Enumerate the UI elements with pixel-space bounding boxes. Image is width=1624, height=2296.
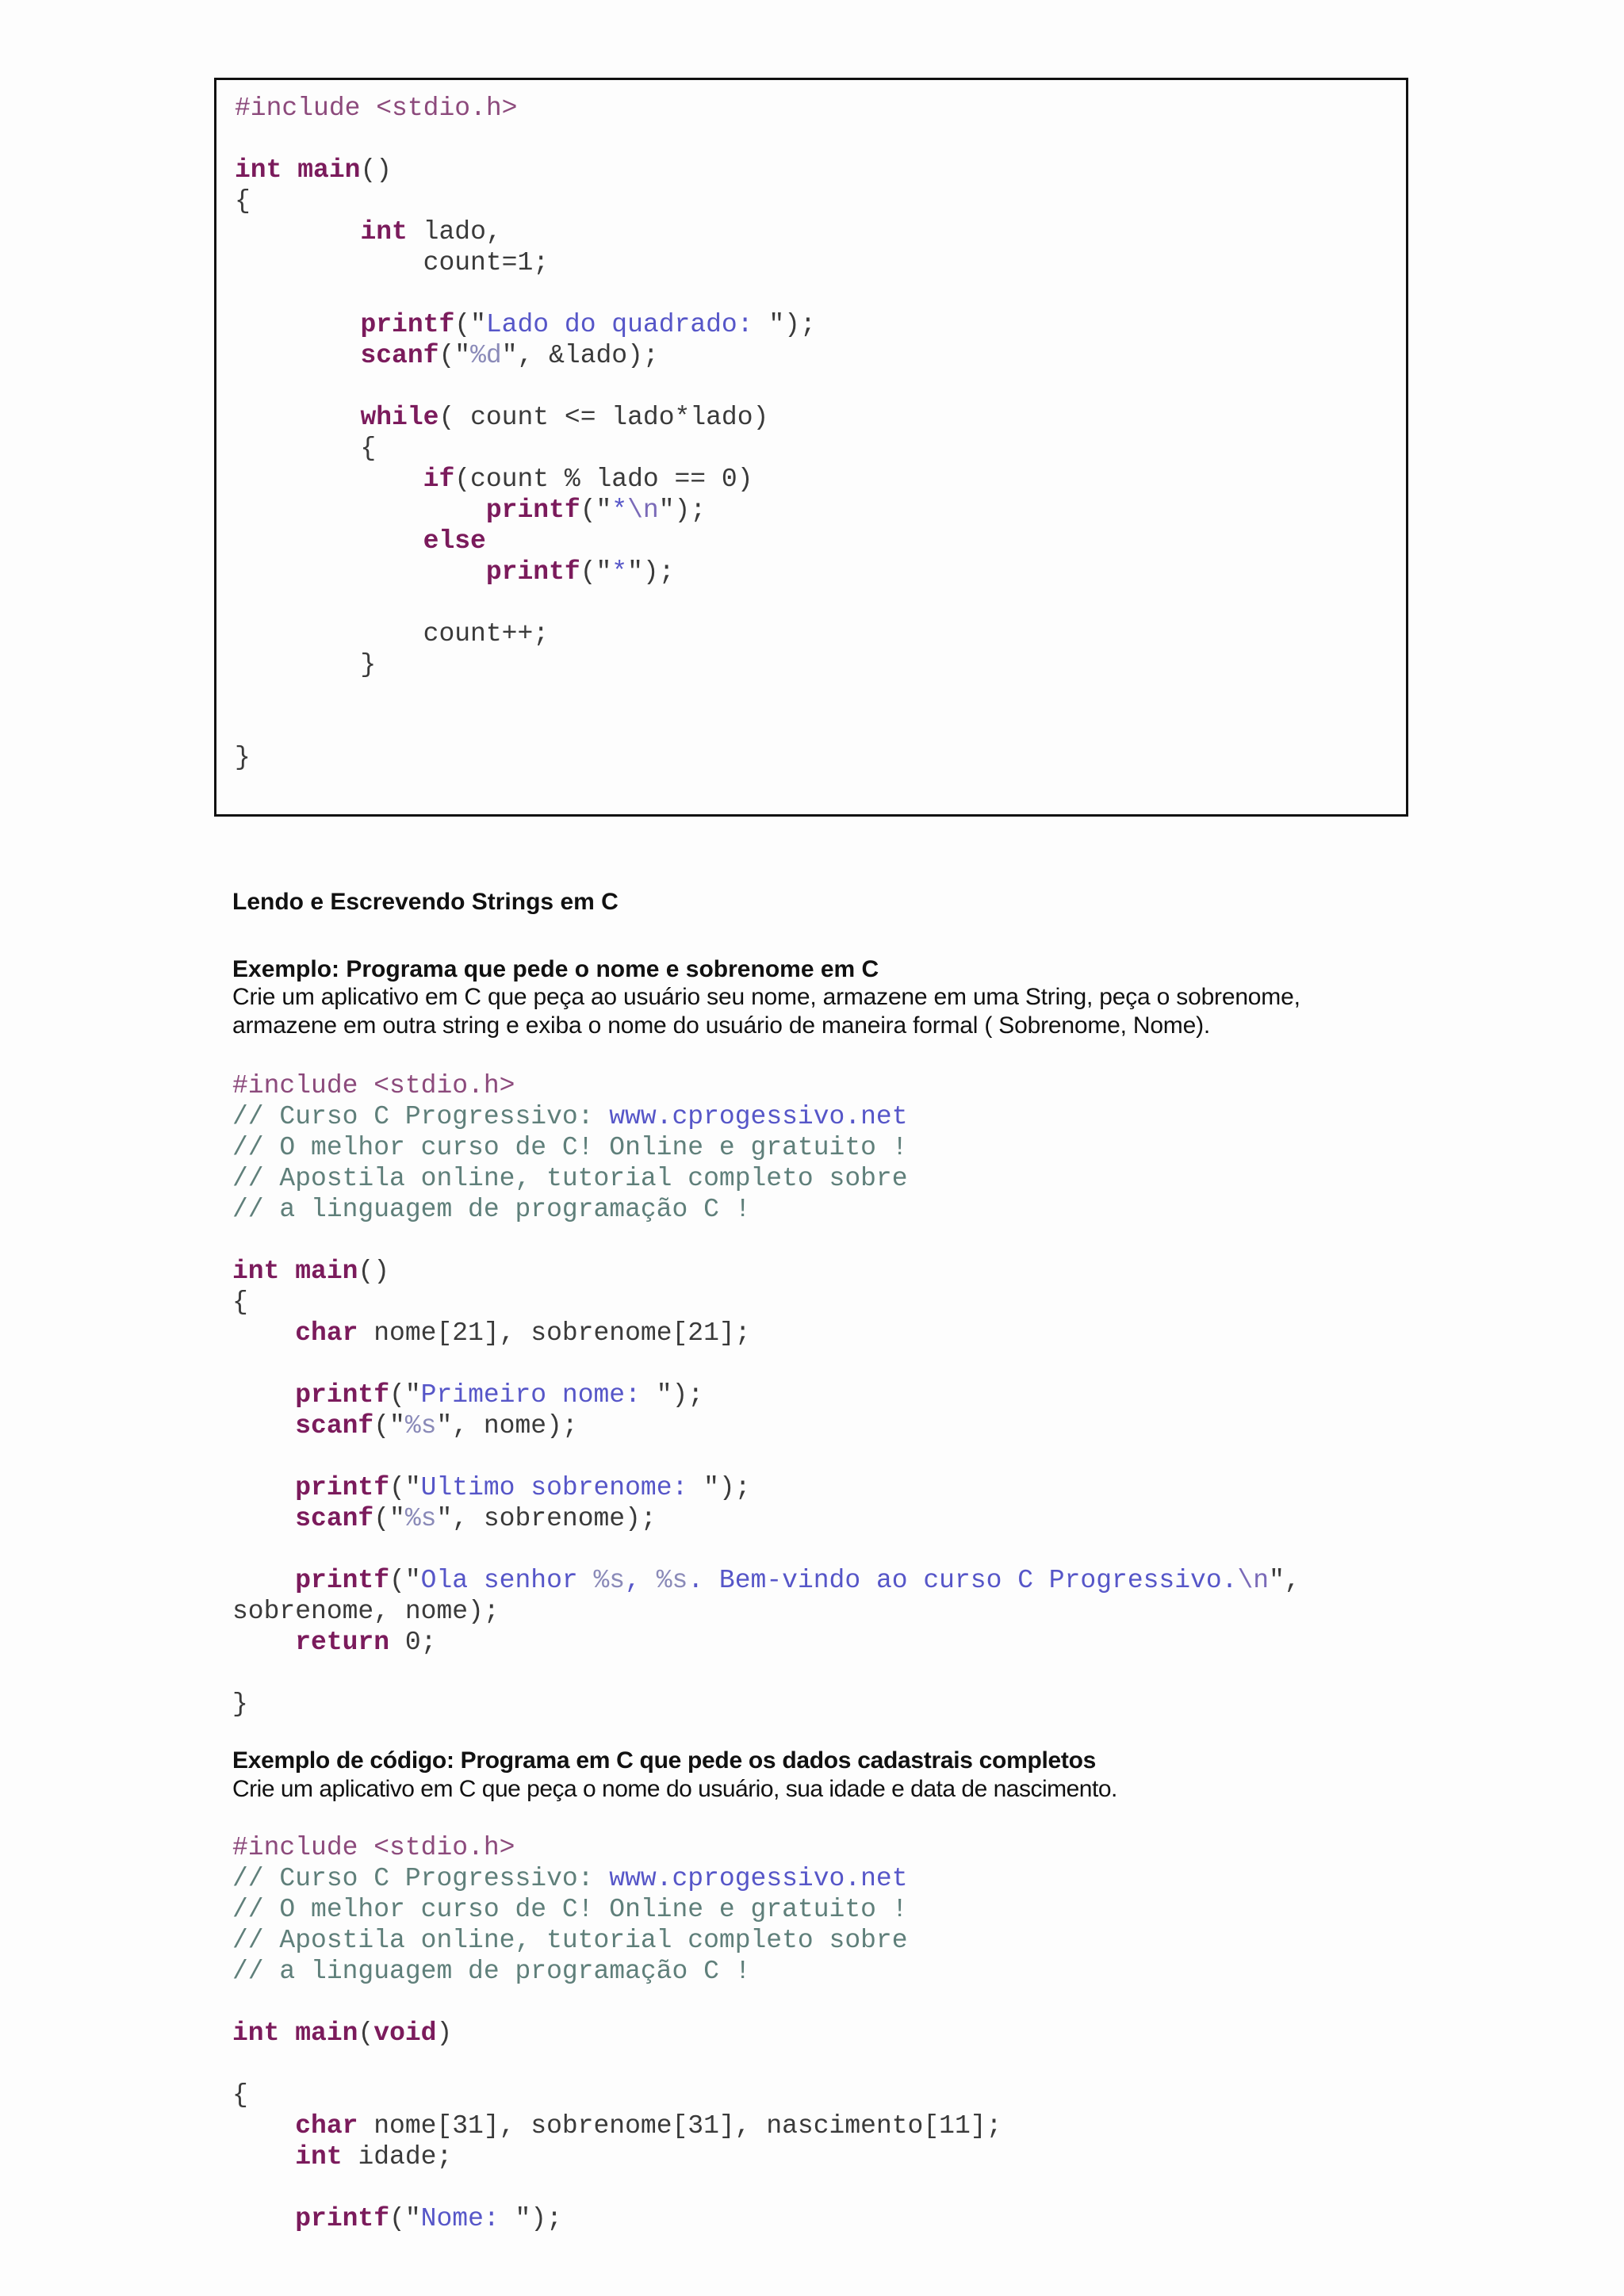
code-token: "); bbox=[656, 1380, 704, 1410]
code-line bbox=[235, 742, 816, 773]
code-line bbox=[235, 495, 816, 526]
code-line bbox=[232, 1380, 1300, 1410]
code-token: 0; bbox=[389, 1628, 437, 1657]
code-token: printf bbox=[295, 1473, 390, 1502]
code-line bbox=[235, 216, 816, 247]
code-line bbox=[232, 1987, 1002, 2018]
code-token: "); bbox=[658, 496, 707, 525]
code-line bbox=[232, 1410, 1300, 1441]
code-token: () bbox=[358, 1257, 390, 1286]
code-token: void bbox=[373, 2019, 437, 2048]
code-token bbox=[282, 155, 297, 185]
code-token: nome[21], sobrenome[21]; bbox=[358, 1318, 751, 1348]
code-line bbox=[232, 1832, 1002, 1863]
code-token: (" bbox=[389, 1566, 421, 1595]
code-token: Primeiro nome: bbox=[420, 1380, 657, 1410]
code-token: int bbox=[235, 155, 282, 185]
code-line bbox=[232, 1287, 1300, 1318]
code-token: (count % lado == 0) bbox=[454, 465, 753, 494]
code-token: { bbox=[232, 2080, 248, 2110]
code-token: int bbox=[295, 2142, 343, 2172]
code-line bbox=[235, 433, 816, 464]
code-token bbox=[235, 526, 423, 556]
code-token: char bbox=[295, 2111, 358, 2141]
code-line bbox=[232, 1256, 1300, 1287]
code-line bbox=[235, 557, 816, 587]
code-token: Nome: bbox=[420, 2204, 515, 2233]
code-token: (" bbox=[373, 1411, 405, 1441]
code-token: (" bbox=[389, 1473, 421, 1502]
code-line bbox=[232, 1956, 1002, 1987]
code-token: (" bbox=[580, 557, 612, 587]
code-token: #include <stdio.h> bbox=[232, 1833, 515, 1862]
code-line bbox=[235, 278, 816, 309]
code-token: main bbox=[297, 155, 361, 185]
code-token: () bbox=[360, 155, 393, 185]
code-token: int bbox=[360, 217, 408, 247]
code-token: ", sobrenome); bbox=[436, 1504, 657, 1533]
example1-description-line2: armazene em outra string e exiba o nome do usuário de maneira formal ( Sobrenome, Nome). bbox=[232, 1012, 1211, 1039]
code-token: int bbox=[232, 2019, 280, 2048]
code-token: scanf bbox=[295, 1504, 374, 1533]
code-token: ) bbox=[436, 2019, 453, 2048]
code-token: // Apostila online, tutorial completo sobre bbox=[232, 1926, 908, 1955]
code-token: scanf bbox=[295, 1411, 374, 1441]
code-token: (" bbox=[373, 1504, 405, 1533]
code-line bbox=[232, 1318, 1300, 1349]
code-token: idade; bbox=[342, 2142, 453, 2172]
code-token: lado, bbox=[407, 217, 502, 247]
code-token: ( bbox=[358, 2019, 374, 2048]
code-token: "); bbox=[627, 557, 675, 587]
code-listing-strings bbox=[232, 1070, 1300, 1720]
code-token: (" bbox=[389, 2204, 421, 2233]
code-token: scanf bbox=[360, 341, 439, 370]
code-token bbox=[232, 1473, 295, 1502]
code-line bbox=[232, 1503, 1300, 1534]
code-token: else bbox=[423, 526, 486, 556]
code-token: "); bbox=[703, 1473, 751, 1502]
code-line bbox=[235, 247, 816, 278]
code-token: // Curso C Progressivo: bbox=[232, 1102, 610, 1131]
code-token bbox=[232, 1380, 295, 1410]
code-token: count++; bbox=[235, 619, 550, 649]
code-token: ", &lado); bbox=[501, 341, 659, 370]
code-line bbox=[235, 371, 816, 402]
code-token bbox=[232, 2111, 295, 2141]
code-token: Ola senhor bbox=[420, 1566, 594, 1595]
code-line bbox=[232, 1101, 1300, 1132]
code-token bbox=[232, 2204, 295, 2233]
code-line bbox=[232, 1863, 1002, 1894]
code-token: printf bbox=[360, 310, 455, 339]
code-line bbox=[232, 1565, 1300, 1596]
example1-description-line1: Crie um aplicativo em C que peça ao usuário seu nome, armazene em uma String, peça o sobrenome, bbox=[232, 984, 1300, 1010]
code-token: "); bbox=[515, 2204, 562, 2233]
code-line bbox=[235, 680, 816, 711]
code-token bbox=[235, 403, 360, 432]
code-line bbox=[232, 1689, 1300, 1720]
code-line bbox=[232, 1627, 1300, 1658]
code-token bbox=[235, 217, 360, 247]
code-token: %s bbox=[404, 1504, 437, 1533]
code-token: // Apostila online, tutorial completo sobre bbox=[232, 1164, 908, 1193]
code-token bbox=[232, 1628, 295, 1657]
code-token: // a linguagem de programação C ! bbox=[232, 1195, 751, 1224]
code-line bbox=[232, 1349, 1300, 1380]
code-token bbox=[279, 1257, 295, 1286]
code-token: if bbox=[423, 465, 455, 494]
code-line bbox=[232, 1225, 1300, 1256]
code-token bbox=[232, 1411, 295, 1441]
code-token: printf bbox=[485, 496, 580, 525]
code-token: int bbox=[232, 1257, 280, 1286]
code-token bbox=[235, 496, 486, 525]
code-token: printf bbox=[295, 2204, 390, 2233]
example1-heading: Exemplo: Programa que pede o nome e sobrenome em C bbox=[232, 956, 879, 982]
code-line bbox=[232, 2018, 1002, 2049]
code-token: \n bbox=[627, 496, 659, 525]
code-token bbox=[235, 341, 360, 370]
code-line bbox=[232, 1441, 1300, 1472]
code-token bbox=[232, 1504, 295, 1533]
code-token: while bbox=[360, 403, 439, 432]
code-line bbox=[232, 1070, 1300, 1101]
code-line bbox=[232, 2203, 1002, 2234]
code-token: } bbox=[232, 1689, 248, 1719]
code-line bbox=[235, 402, 816, 433]
code-token bbox=[232, 2142, 295, 2172]
code-token: // O melhor curso de C! Online e gratuito ! bbox=[232, 1895, 908, 1924]
code-token bbox=[235, 310, 360, 339]
code-line bbox=[232, 2049, 1002, 2080]
code-token bbox=[232, 1566, 295, 1595]
code-listing-cadastro bbox=[232, 1832, 1002, 2234]
code-line bbox=[232, 2172, 1002, 2203]
code-line bbox=[232, 2080, 1002, 2110]
code-token: (" bbox=[389, 1380, 421, 1410]
code-token: ( count <= lado*lado) bbox=[439, 403, 769, 432]
code-line bbox=[232, 1894, 1002, 1925]
example2-heading: Exemplo de código: Programa em C que pede os dados cadastrais completos bbox=[232, 1747, 1096, 1774]
code-line bbox=[232, 1194, 1300, 1225]
code-token: %d bbox=[470, 341, 502, 370]
code-line bbox=[232, 2141, 1002, 2172]
code-token: sobrenome, nome); bbox=[232, 1597, 500, 1626]
code-token: printf bbox=[295, 1380, 390, 1410]
code-line bbox=[235, 155, 816, 186]
code-token: %s bbox=[593, 1566, 626, 1595]
code-line bbox=[235, 93, 816, 124]
example2-description-line1: Crie um aplicativo em C que peça o nome do usuário, sua idade e data de nascimento. bbox=[232, 1776, 1117, 1802]
code-token: (" bbox=[439, 341, 471, 370]
code-token: * bbox=[611, 496, 628, 525]
code-token: ", bbox=[1269, 1566, 1300, 1595]
code-token: "); bbox=[768, 310, 816, 339]
code-token bbox=[232, 1318, 295, 1348]
code-line bbox=[235, 526, 816, 557]
code-token: printf bbox=[485, 557, 580, 587]
code-line bbox=[235, 309, 816, 340]
code-token: Ultimo sobrenome: bbox=[420, 1473, 704, 1502]
code-token: } bbox=[235, 650, 377, 679]
code-token: %s bbox=[656, 1566, 688, 1595]
code-line bbox=[235, 618, 816, 649]
code-line bbox=[235, 186, 816, 216]
code-token: Lado do quadrado: bbox=[485, 310, 769, 339]
code-token: { bbox=[235, 434, 377, 463]
code-line bbox=[235, 711, 816, 742]
code-token: return bbox=[295, 1628, 390, 1657]
code-token: } bbox=[235, 743, 251, 772]
code-line bbox=[235, 124, 816, 155]
code-line bbox=[235, 464, 816, 495]
code-line bbox=[232, 2110, 1002, 2141]
code-token: , bbox=[625, 1566, 657, 1595]
code-token bbox=[279, 2019, 295, 2048]
code-token: #include <stdio.h> bbox=[235, 94, 518, 123]
code-token: printf bbox=[295, 1566, 390, 1595]
code-token: { bbox=[235, 186, 251, 216]
code-line bbox=[232, 1163, 1300, 1194]
code-token: main bbox=[295, 1257, 358, 1286]
section-title: Lendo e Escrevendo Strings em C bbox=[232, 889, 619, 915]
code-token: \n bbox=[1237, 1566, 1270, 1595]
code-line bbox=[235, 649, 816, 680]
code-token: www.cprogessivo.net bbox=[609, 1102, 908, 1131]
code-line bbox=[235, 587, 816, 618]
code-line bbox=[235, 340, 816, 371]
code-listing-square bbox=[235, 93, 816, 773]
code-token: #include <stdio.h> bbox=[232, 1071, 515, 1100]
code-token: // Curso C Progressivo: bbox=[232, 1864, 610, 1893]
code-token: %s bbox=[404, 1411, 437, 1441]
code-line bbox=[232, 1534, 1300, 1565]
code-token: (" bbox=[454, 310, 486, 339]
code-line bbox=[232, 1925, 1002, 1956]
code-token: main bbox=[295, 2019, 358, 2048]
code-token: (" bbox=[580, 496, 612, 525]
code-token: count=1; bbox=[235, 248, 550, 277]
code-token: { bbox=[232, 1288, 248, 1317]
code-token: // a linguagem de programação C ! bbox=[232, 1957, 751, 1986]
code-box bbox=[214, 78, 1408, 817]
code-token: ", nome); bbox=[436, 1411, 578, 1441]
code-line bbox=[232, 1132, 1300, 1163]
code-line bbox=[232, 1658, 1300, 1689]
code-token: . Bem-vindo ao curso C Progressivo. bbox=[688, 1566, 1238, 1595]
code-token: nome[31], sobrenome[31], nascimento[11]; bbox=[358, 2111, 1002, 2141]
code-token: * bbox=[611, 557, 628, 587]
code-line bbox=[232, 1472, 1300, 1503]
code-token bbox=[235, 465, 423, 494]
code-line bbox=[232, 1596, 1300, 1627]
code-token: www.cprogessivo.net bbox=[609, 1864, 908, 1893]
code-token bbox=[235, 557, 486, 587]
code-token: char bbox=[295, 1318, 358, 1348]
code-token: // O melhor curso de C! Online e gratuito ! bbox=[232, 1133, 908, 1162]
